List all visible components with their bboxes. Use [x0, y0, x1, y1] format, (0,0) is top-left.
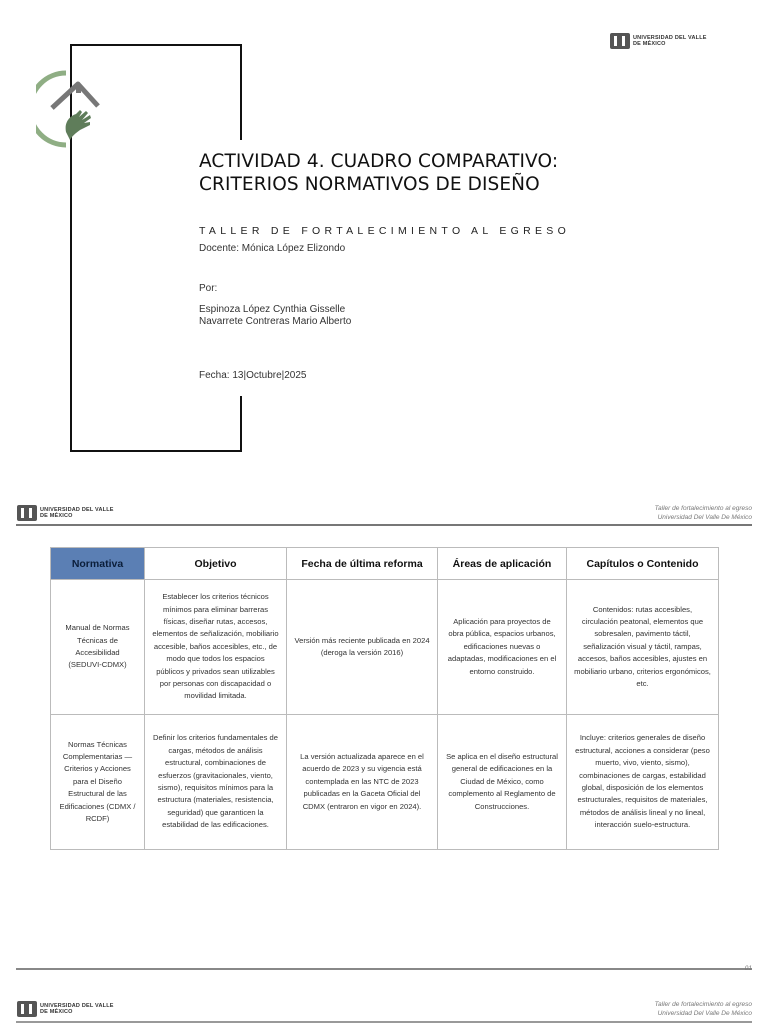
header-university-logo — [17, 505, 114, 521]
by-label: Por: — [199, 283, 218, 294]
header-normativa: Normativa — [51, 548, 145, 580]
table-cell: Se aplica en el diseño estructural general de edificaciones en la Ciudad de México, como complemento al Reglamento de Construcciones. — [438, 715, 567, 850]
table-cell: Contenidos: rutas accesibles, circulación peatonal, elementos que sobresalen, pavimento táctil, señalización visual y táctil, rampas, accesos, baños accesibles, ajustes en mobiliario urbano, criterios ergonómicos, etc. — [567, 580, 719, 715]
header-areas: Áreas de aplicación — [438, 548, 567, 580]
header-fecha: Fecha de última reforma — [287, 548, 438, 580]
date-text: Fecha: 13|Octubre|2025 — [199, 370, 307, 381]
house-hand-icon — [36, 70, 102, 148]
title-line-2: CRITERIOS NORMATIVOS DE DISEÑO — [199, 174, 540, 195]
table-header-row — [51, 548, 719, 580]
cover-frame-bottom — [70, 450, 242, 452]
table-cell: Manual de Normas Técnicas de Accesibilidad (SEDUVI-CDMX) — [51, 580, 145, 715]
university-crest-icon — [17, 505, 37, 521]
university-logo — [610, 33, 707, 49]
table-cell: Definir los criterios fundamentales de cargas, métodos de análisis estructural, combinaciones de esfuerzos (gravitacionales, viento, sismo), requisitos mínimos para la estructura (materiales, resistencia, seguridad) que garanticen la estabilidad de las edificaciones. — [145, 715, 287, 850]
header-course-info: Taller de fortalecimiento al egreso Universidad Del Valle De México — [654, 505, 752, 521]
page-number: 01 — [744, 965, 752, 972]
cover-frame-top — [70, 44, 242, 46]
teacher-name: Docente: Mónica López Elizondo — [199, 243, 346, 254]
table-row — [51, 580, 719, 715]
university-crest-icon — [17, 1001, 37, 1017]
header-university-name: UNIVERSIDAD DEL VALLE DE MÉXICO — [40, 507, 114, 519]
next-page-university-name: UNIVERSIDAD DEL VALLE DE MÉXICO — [40, 1003, 114, 1015]
page-title — [199, 150, 558, 196]
next-page-header-divider — [16, 1021, 752, 1023]
table-cell: Aplicación para proyectos de obra pública, espacios urbanos, edificaciones nuevas o adaptadas, modificaciones en el entorno construido. — [438, 580, 567, 715]
footer-divider — [16, 968, 752, 970]
next-page-university-logo — [17, 1001, 114, 1017]
table-cell: Incluye: criterios generales de diseño estructural, acciones a considerar (peso muerto, vivo, viento, sismo), combinaciones de cargas, estabilidad global, disposición de los elementos estructurales, requisitos de materiales, métodos de análisis lineal y no lineal, interacción suelo-estructura. — [567, 715, 719, 850]
title-line-1: ACTIVIDAD 4. CUADRO COMPARATIVO: — [199, 151, 559, 172]
university-crest-icon — [610, 33, 630, 49]
header-objetivo: Objetivo — [145, 548, 287, 580]
table-cell: Versión más reciente publicada en 2024 (deroga la versión 2016) — [287, 580, 438, 715]
university-name: UNIVERSIDAD DEL VALLE DE MÉXICO — [633, 35, 707, 47]
table-cell: Normas Técnicas Complementarias — Criterios y Acciones para el Diseño Estructural de las Edificaciones (CDMX / RCDF) — [51, 715, 145, 850]
table-cell: La versión actualizada aparece en el acuerdo de 2023 y su vigencia está contemplada en las NTC de 2023 publicadas en la Gaceta Oficial del CDMX (entraron en vigor en 2024). — [287, 715, 438, 850]
cover-frame-right-bottom — [240, 396, 242, 452]
author-1: Espinoza López Cynthia Gisselle — [199, 304, 346, 315]
header-capitulos: Capítulos o Contenido — [567, 548, 719, 580]
table-cell: Establecer los criterios técnicos mínimos para eliminar barreras físicas, diseñar rutas, accesos, elementos de señalización, mobiliario accesible, baños accesibles, etc., de modo que todos los espacios públicos y privados sean utilizables por personas con discapacidad o movilidad limitada. — [145, 580, 287, 715]
header-divider — [16, 524, 752, 526]
authors-list — [199, 304, 351, 328]
table-row — [51, 715, 719, 850]
course-subtitle: TALLER DE FORTALECIMIENTO AL EGRESO — [199, 225, 571, 237]
author-2: Navarrete Contreras Mario Alberto — [199, 316, 352, 327]
next-page-course-info: Taller de fortalecimiento al egreso Universidad Del Valle De México — [654, 1001, 752, 1017]
cover-frame-right-top — [240, 44, 242, 140]
comparison-table — [50, 547, 719, 850]
